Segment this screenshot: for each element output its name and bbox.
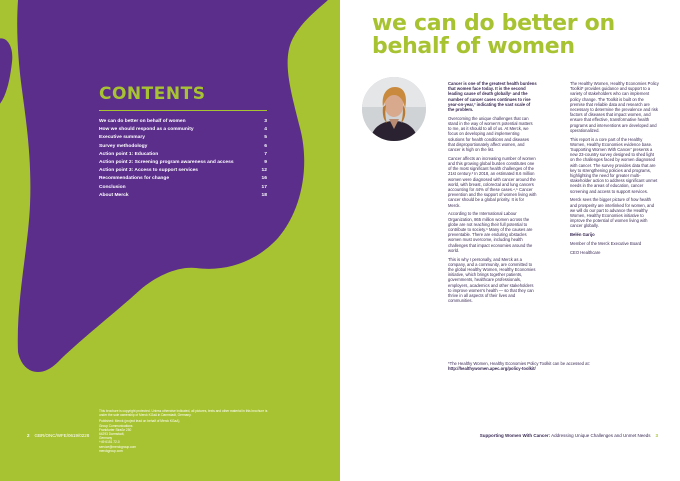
footnote: [448, 361, 648, 372]
publisher-street: Frankfurter Straße 250: [99, 427, 132, 432]
toc-item-label: We can do better on behalf of women: [99, 119, 186, 124]
body-paragraph: Cancer affects an increasing number of women and this growing global burden constitutes one of the most significant health challenges of the 21st century.³ In 2018, an estimated 8.6 million women were diagnosed with cancer around the world, with breast, colorectal and lung cancers accounting for 44% of these cases.⁴,⁵ Cancer prevention and the support of women living with cancer should be a global priority. It is for Merck.: [448, 155, 537, 208]
contents-divider: [99, 110, 267, 111]
toc-item-label: Executive summary: [99, 135, 145, 141]
body-paragraph: This report is a core part of the Healthy Women, Healthy Economies evidence base. 'Supporting Women With Cancer' presents a new 23-country survey designed to shed light on the challenges faced by women diagnosed with cancer. The survey provides data that are key to strengthening policies and programs, highlighting the need for greater multi-stakeholder action to address significant unmet needs in the areas of education, cancer screening and access to support services.: [570, 136, 658, 194]
body-paragraph: Overcoming the unique challenges that can stand in the way of women's potential matters to me, as it should to all of us. At Merck, we focus on developing and implementing solutions for health conditions and diseases that disproportionately affect women, and cancer is high on the list.: [448, 115, 533, 153]
body-paragraph: According to the International Labour Organization, 865 million women across the globe are not reaching their full potential to contribute to society.⁶ Many of the causes are preventable. There are enduring obstacles women must overcome, including health challenges that impact economies around the world.: [448, 211, 533, 253]
page-number: 3: [655, 433, 658, 438]
toc-item-page: 7: [264, 151, 267, 157]
signature-role: Member of the Merck Executive Board: [570, 241, 642, 247]
publisher-country: Germany: [99, 436, 113, 441]
contents-list: [99, 118, 267, 200]
toc-item-page: 16: [261, 176, 267, 182]
signature-title: CEO Healthcare: [570, 249, 601, 255]
toc-item-page: 9: [264, 160, 267, 166]
report-subtitle: Addressing Unique Challenges and Unmet Needs: [550, 433, 651, 438]
document-code: GBR/ONC/WFE/0619/0228: [34, 433, 90, 438]
report-title: Supporting Women With Cancer:: [479, 433, 551, 438]
toc-item[interactable]: [99, 126, 267, 134]
toc-item[interactable]: [99, 175, 267, 183]
article-column-1: [448, 81, 537, 307]
article-headline: [372, 12, 615, 58]
toc-item[interactable]: [99, 184, 267, 192]
toc-item[interactable]: [99, 192, 267, 200]
body-paragraph: The Healthy Women, Healthy Economies Policy Toolkit* provides guidance and support to a variety of stakeholders who can implement policy change. The Toolkit is built on the premise that reliable data and research are necessary to determine the prevalence and risk factors of diseases that impact women, and ensure that effective, transformative health programs and interventions are developed and operationalized.: [570, 81, 659, 133]
footnote-link[interactable]: http://healthywomen.apec.org/policy-toolkit/: [448, 366, 536, 372]
toc-item-label: How we should respond as a community: [99, 127, 194, 133]
toc-item-label: Action point 1: Education: [99, 151, 159, 157]
lead-paragraph: Cancer is one of the greatest health burdens that women face today. It is the second leading cause of death globally¹ and the number of cancer cases continues to rise year-on-year,² indicating the vast scale of the problem.: [448, 81, 537, 113]
toc-item-page: 3: [264, 119, 267, 124]
signature-name: Belén Garijo: [570, 232, 595, 238]
toc-item[interactable]: [99, 159, 267, 167]
right-page-footer: [470, 433, 658, 438]
toc-item[interactable]: [99, 134, 267, 142]
toc-item-label: Recommendations for change: [99, 176, 170, 182]
author-portrait: [362, 77, 426, 141]
body-paragraph: Merck sees the bigger picture of how health and prosperity are interlinked for women, and we will do our part to advance the Healthy Women, Healthy Economies initiative to improve the potential of women living with cancer globally.: [570, 197, 655, 229]
article-column-2: [570, 81, 659, 259]
toc-item-page: 6: [264, 143, 267, 149]
publisher-company: Group Communications: [99, 423, 133, 428]
toc-item-page: 12: [261, 168, 267, 174]
toc-item-page: 17: [261, 184, 267, 190]
publisher-city: 64293 Darmstadt,: [99, 432, 125, 437]
publisher-email[interactable]: service@merckgroup.com: [99, 444, 137, 449]
left-page-footer: [27, 433, 89, 438]
copyright-notice: This brochure is copyright protected. Unless otherwise indicated, all pictures, texts and other material in this brochure is under the sole ownership of Merck KGaA in Darmstadt, Germany.: [99, 409, 268, 418]
publisher-line: Published: Merck (project lead on behalf of Merck KGaA): [99, 419, 180, 424]
toc-item[interactable]: [99, 118, 267, 126]
contents-title: CONTENTS: [99, 84, 206, 104]
toc-item-label: Conclusion: [99, 184, 126, 190]
toc-item-label: About Merck: [99, 192, 129, 198]
publisher-phone: +49 6151 72-0: [99, 440, 120, 445]
toc-item[interactable]: [99, 143, 267, 151]
toc-item-label: Survey methodology: [99, 143, 148, 149]
toc-item-label: Action point 3: Access to support services: [99, 168, 199, 174]
legal-notice: [99, 409, 274, 453]
toc-item-page: 5: [264, 135, 267, 141]
toc-item-label: Action point 2: Screening program awareness and access: [99, 160, 234, 166]
portrait-photo: [362, 77, 426, 141]
footnote-text: *The Healthy Women, Healthy Economies Policy Toolkit can be accessed at:: [448, 361, 590, 366]
toc-item[interactable]: [99, 151, 267, 159]
headline-line-2: behalf of women: [372, 34, 575, 59]
toc-item-page: 18: [261, 192, 267, 198]
toc-item[interactable]: [99, 167, 267, 175]
body-paragraph: This is why I personally, and Merck as a company, and a community, are committed to the global Healthy Women, Healthy Economies initiative, which brings together patients, governments, healthcare professionals, employers, academics and other stakeholders to improve women's health — so that they can thrive in all aspects of their lives and communities.: [448, 256, 536, 304]
headline-line-1: we can do better on: [372, 11, 615, 36]
toc-item-page: 4: [264, 127, 267, 133]
publisher-web[interactable]: merckgroup.com: [99, 448, 123, 453]
page-number: 2: [27, 433, 30, 438]
